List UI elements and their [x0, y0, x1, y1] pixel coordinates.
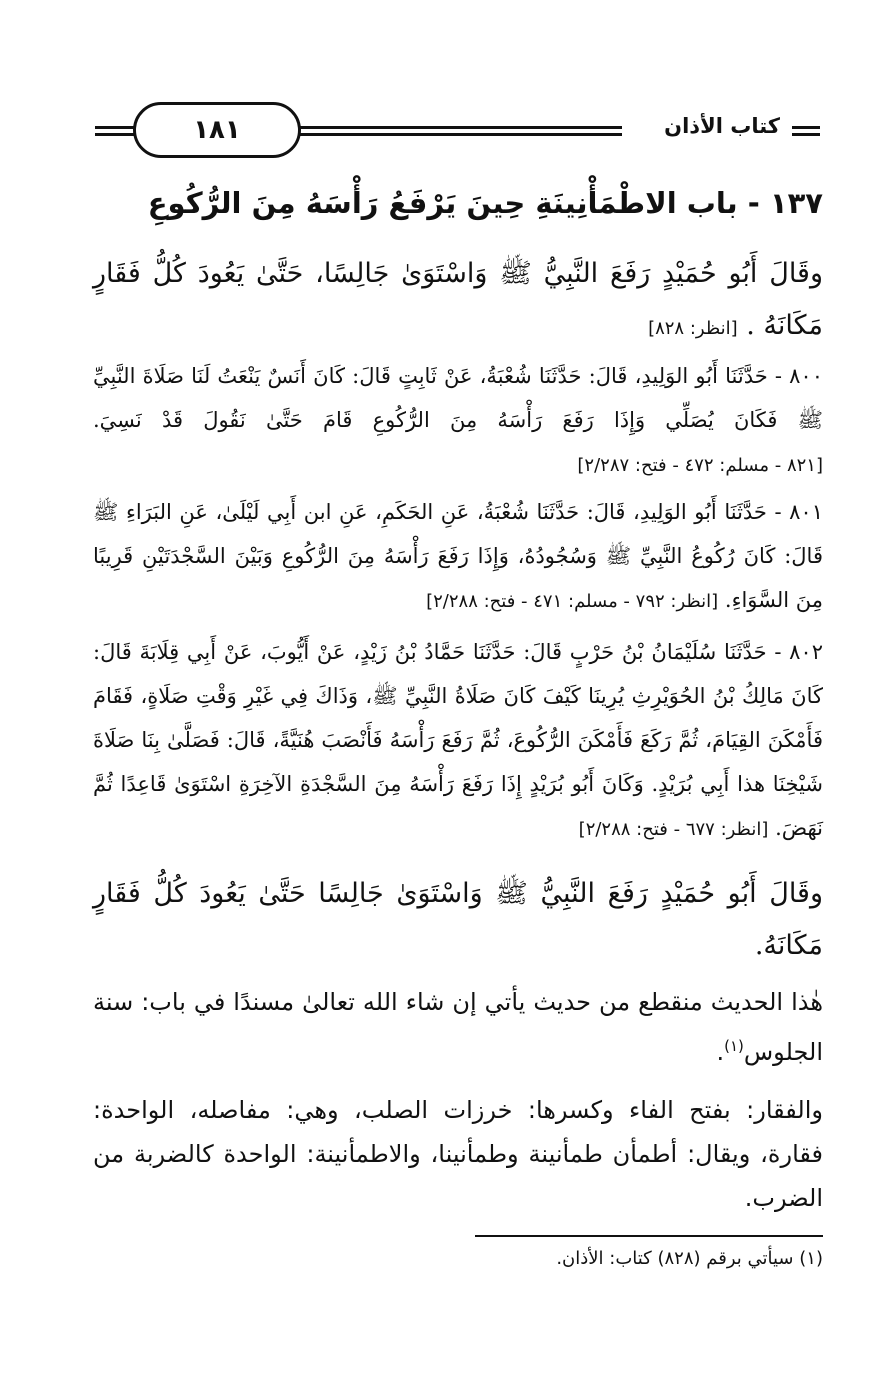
chapter-title: كتاب الأذان [658, 114, 786, 138]
header-rule [300, 126, 622, 129]
intro-text: وقَالَ أَبُو حُمَيْدٍ رَفَعَ النَّبِيُّ ﷺ وَاسْتَوَىٰ جَالِسًا، حَتَّىٰ يَعُودَ كُلُّ فَقَارٍ مَكَانَهُ . [93, 258, 823, 341]
commentary-paragraph-1 [93, 980, 823, 1074]
footnote-marker: (١) [799, 1248, 823, 1269]
footnote-text: سيأتي برقم (٨٢٨) كتاب: الأذان. [556, 1248, 794, 1269]
page-number: ١٨١ [133, 102, 301, 158]
intro-narration [93, 248, 823, 355]
header-rule [300, 133, 622, 136]
hadith-text: ٨٠٠ - حَدَّثَنَا أَبُو الوَلِيدِ، قَالَ: حَدَّثَنَا شُعْبَةُ، عَنْ ثَابِتٍ قَالَ: كَانَ أَنَسٌ يَنْعَتُ لَنَا صَلَاةَ النَّبِيِّ ﷺ فَكَانَ يُصَلِّي وَإِذَا رَفَعَ رَأْسَهُ مِنَ الرُّكُوعِ قَامَ حَتَّىٰ نَقُولَ قَدْ نَسِيَ. [93, 364, 823, 432]
intro-reference: [انظر: ٨٢٨] [648, 318, 738, 339]
hadith-802 [93, 630, 823, 852]
header-rule [95, 133, 135, 136]
hadith-reference: [انظر: ٦٧٧ - فتح: ٢/٢٨٨] [578, 819, 769, 840]
commentary-end: . [716, 1038, 725, 1066]
running-header [95, 100, 820, 160]
repeat-narration: وقَالَ أَبُو حُمَيْدٍ رَفَعَ النَّبِيُّ ﷺ وَاسْتَوَىٰ جَالِسًا حَتَّىٰ يَعُودَ كُلُّ فَقَارٍ مَكَانَهُ. [93, 878, 823, 961]
section-heading: ١٣٧ - باب الاطْمَأْنِينَةِ حِينَ يَرْفَعُ رَأْسَهُ مِنَ الرُّكُوعِ [147, 186, 823, 220]
hadith-reference: [٨٢١ - مسلم: ٤٧٢ - فتح: ٢/٢٨٧] [577, 455, 823, 476]
hadith-reference: [انظر: ٧٩٢ - مسلم: ٤٧١ - فتح: ٢/٢٨٨] [426, 591, 719, 612]
hadith-text: ٨٠٢ - حَدَّثَنَا سُلَيْمَانُ بْنُ حَرْبٍ قَالَ: حَدَّثَنَا حَمَّادُ بْنُ زَيْدٍ، عَنْ أَيُّوبَ، عَنْ أَبِي قِلَابَةَ قَالَ: كَانَ مَالِكُ بْنُ الحُوَيْرِثِ يُرِينَا كَيْفَ كَانَ صَلَاةُ النَّبِيِّ ﷺ، وَذَاكَ فِي غَيْرِ وَقْتِ صَلَاةٍ، فَقَامَ فَأَمْكَنَ القِيَامَ، ثُمَّ رَكَعَ فَأَمْكَنَ الرُّكُوعَ، ثُمَّ رَفَعَ رَأْسَهُ فَأَنْصَبَ هُنَيَّةً، قَالَ: فَصَلَّىٰ بِنَا صَلَاةَ شَيْخِنَا هذا أَبِي بُرَيْدٍ. وَكَانَ أَبُو بُرَيْدٍ إِذَا رَفَعَ رَأْسَهُ مِنَ السَّجْدَةِ الآخِرَةِ اسْتَوَىٰ قَاعِدًا ثُمَّ نَهَضَ. [93, 640, 823, 840]
hadith-801 [93, 490, 823, 624]
hadith-800 [93, 354, 823, 488]
header-rule [792, 126, 820, 129]
footnote-marker: (١) [724, 1037, 744, 1055]
header-rule [95, 126, 135, 129]
header-rule [792, 133, 820, 136]
hadith-text: ٨٠١ - حَدَّثَنَا أَبُو الوَلِيدِ، قَالَ: حَدَّثَنَا شُعْبَةُ، عَنِ الحَكَمِ، عَنِ ابن أَبِي لَيْلَىٰ، عَنِ البَرَاءِ ﷺ قَالَ: كَانَ رُكُوعُ النَّبِيِّ ﷺ وَسُجُودُهُ، وَإِذَا رَفَعَ رَأْسَهُ مِنَ الرُّكُوعِ وَبَيْنَ السَّجْدَتَيْنِ قَرِيبًا مِنَ السَّوَاءِ. [93, 500, 823, 612]
footnote-divider [475, 1235, 823, 1237]
commentary-paragraph-2: والفقار: بفتح الفاء وكسرها: خرزات الصلب، وهي: مفاصله، الواحدة: فقارة، ويقال: أطمأن طمأنينة وطمأنينا، والاطمأنينة: الواحدة كالضربة من الضرب. [93, 1096, 823, 1212]
commentary-text: هٰذا الحديث منقطع من حديث يأتي إن شاء الله تعالىٰ مسندًا في باب: سنة الجلوس [93, 988, 823, 1066]
footnote [93, 1244, 823, 1274]
